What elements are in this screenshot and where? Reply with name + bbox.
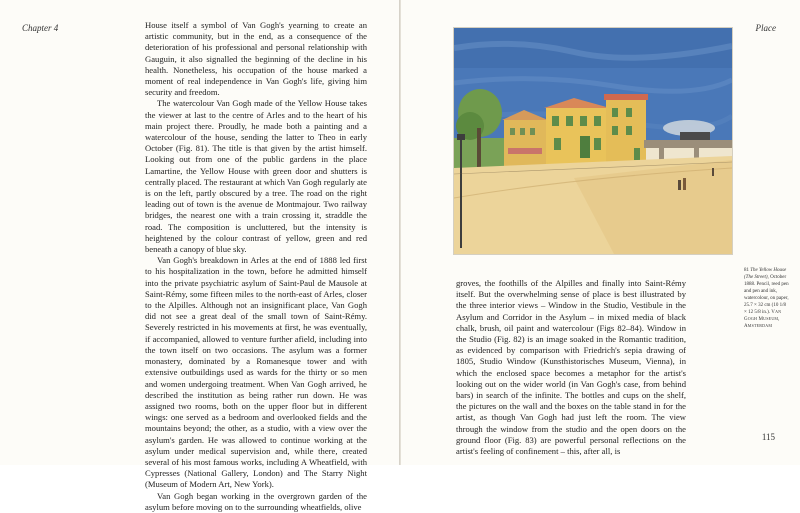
right-paragraph: groves, the foothills of the Alpilles and finally into Saint-Rémy itself. But the overwhelming sense of place is best illustrated by the three interior views – Window in the Studio, Vestibule in the Asylum and Corridor in the Asylum – in mixed media of black chalk, brush, oil paint and watercolour (Figs 82–84). Window in the Studio (Fig. 82) is an image soaked in the Romantic tradition, as evidenced by comparison with Friedrich's sepia drawing of 1805, Studio Window (Kunsthistorisches Museum, Vienna), in which the enclosed space becomes a metaphor for the artist's looking out on the wider world (in Van Gogh's case, from behind bars) in search of the infinite. The bottles and cups on the shelf, the pictures on the wall and the boxes on the table stand in for the artist, as though Van Gogh had just left the room. The view through the window from the studio and the open doors on the ground floor (Fig. 83) are powerful personal reflections on the artist's feeling of confinement – this, after all, is bbox=[456, 278, 686, 457]
left-paragraph: Van Gogh's breakdown in Arles at the end of 1888 led first to his hospitalization in the town, before he admitted himself into the private psychiatric asylum of Saint-Paul de Mausole at Saint-Rémy, some fifteen miles to the north-east of Arles, closer to the Alpilles. Although not an insignificant place, Van Gogh did not see a great deal of the small town of Saint-Rémy. Severely restricted in his movements at first, he was eventually, if accompanied, allowed to venture further afield, including into the town itself on two occasions. The asylum was a former monastery, dominated by a Romanesque tower and with extensive outbuildings used as wards for the thirty or so men and women undergoing treatment. When Van Gogh arrived, he described the institution as being rather run down. He was assigned two rooms, both on the upper floor but in different wings: one served as a bedroom and overlooked fields and the mountains beyond; the other, as a studio, with a view over the asylum's garden. He was allowed to continue working at the asylum under medical supervision and, while there, created several of his most famous works, including A Wheatfield, with Cypresses (National Gallery, London) and The Starry Night (Museum of Modern Art, New York). bbox=[145, 255, 367, 490]
running-head-right: Place bbox=[755, 23, 776, 33]
figure-caption bbox=[744, 267, 789, 330]
page-number: 115 bbox=[761, 432, 775, 442]
left-paragraph: House itself a symbol of Van Gogh's yearning to create an artistic community, but in the end, as a consequence of the deterioration of his professional and personal relationship with Gauguin, it also signalled the beginning of the decline in his health. Nonetheless, his occupation of the house marked a moment of real independence in Van Gogh's life, giving him security and freedom. bbox=[145, 20, 367, 98]
caption-details: October 1888. Pencil, reed pen and pen and ink, watercolour, on paper, 25.7 × 32 cm (10 1/8 × 12 5/8 in.). bbox=[744, 275, 789, 315]
running-head-left: Chapter 4 bbox=[22, 23, 59, 33]
left-paragraph: The watercolour Van Gogh made of the Yellow House takes the viewer at last to the centre of Arles and to the heart of his main project there. Proudly, he made both a painting and a watercolour of the house, sending the latter to Theo in early October (Fig. 81). The title is that given by the artist himself. Looking out from one of the public gardens in the place Lamartine, the Yellow House with green door and shutters is centrally placed. The restaurant at which Van Gogh regularly ate is on the left, partly obscured by a tree. The road on the right leading out of town is the avenue de Montmajour. Two railway bridges, the nearest one with a train crossing it, straddle the road. The composition is uncluttered, but the intensity is heightened by the colour contrast of yellow, green and red beneath a canopy of blue sky. bbox=[145, 98, 367, 255]
left-text-column bbox=[145, 20, 367, 513]
right-text-column bbox=[456, 278, 686, 457]
caption-number: 81 bbox=[744, 268, 749, 273]
left-page bbox=[0, 0, 399, 512]
caption-title: The Yellow House (The Street), bbox=[744, 268, 787, 280]
caption-credit: Van Gogh Museum, Amsterdam bbox=[744, 310, 782, 329]
left-paragraph: Van Gogh began working in the overgrown garden of the asylum before moving on to the surrounding wheatfields, olive bbox=[145, 490, 367, 512]
yellow-house-painting bbox=[453, 27, 733, 255]
